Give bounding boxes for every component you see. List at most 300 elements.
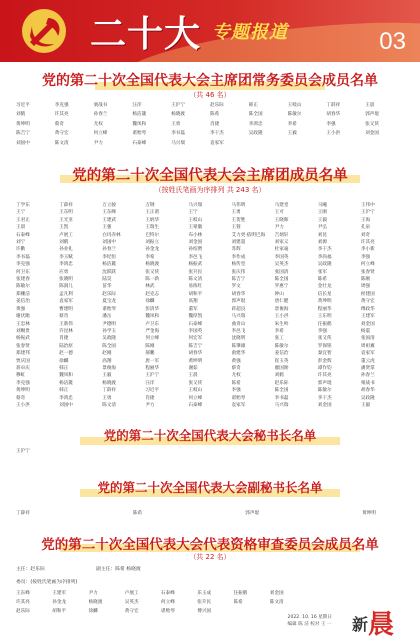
name-cell: 彭金辉	[317, 358, 332, 364]
banner-subtitle: 专题报道	[212, 22, 288, 43]
name-cell: 王沪宁	[145, 373, 160, 379]
name-cell: 习近平	[145, 388, 160, 394]
banner-title: 二十大	[90, 13, 202, 55]
name-cell: 陈敏尔	[16, 284, 30, 290]
name-cell: 胡春华	[188, 351, 203, 357]
name-cell: 张建春	[16, 277, 30, 283]
name-cell: 王小洪	[326, 131, 341, 137]
name-cell: 黄守宏	[360, 299, 375, 305]
name-cell: 孙金龙	[52, 600, 67, 605]
name-cell: 刘金国	[360, 321, 375, 327]
name-cell: 刘国中	[59, 402, 73, 408]
section3-title: 党的第二十次全国代表大会秘书长名单	[103, 428, 317, 443]
name-cell: 王东峰	[102, 210, 117, 216]
name-cell: 胡春华	[326, 112, 341, 118]
footer-editor: 编辑 陈 洁 校对 王 一	[287, 622, 332, 627]
name-cell: 任振鹤	[317, 321, 332, 327]
committee-vice-chairs: 副主任：陈希 杨晓渡	[96, 567, 141, 572]
name-cell: 杨晓渡	[102, 380, 117, 386]
name-cell: 卢卫东	[145, 321, 160, 327]
deputy-secretary-name: 郭声琨	[245, 511, 260, 516]
name-cell: 巴特尔	[145, 232, 160, 238]
name-cell: 孙春兰	[360, 373, 375, 379]
name-cell: 金壮龙	[317, 284, 332, 290]
name-cell: 董云虎	[360, 358, 375, 364]
name-cell: 艾力更·依明巴海	[231, 232, 266, 238]
name-cell: 贾庆国	[16, 358, 30, 364]
name-cell: 程丽华	[317, 306, 332, 312]
name-cell: 习近平	[16, 103, 30, 108]
name-cell: 胡和平	[52, 609, 67, 614]
name-cell: 张国清	[360, 336, 375, 342]
name-cell: 韩正	[59, 388, 69, 394]
name-cell: 尹力	[88, 591, 98, 596]
name-cell: 谌贻琴	[161, 609, 175, 614]
name-cell: 李书磊	[171, 131, 185, 137]
name-cell: 李玉赋	[59, 254, 73, 260]
name-cell: 万钢	[145, 203, 155, 208]
name-cell: 周祖翼	[360, 343, 375, 349]
name-cell: 易炼红	[188, 284, 203, 290]
name-cell: 王建军	[52, 591, 67, 596]
name-cell: 朱生岭	[274, 321, 289, 327]
name-cell: 罗文	[231, 284, 241, 290]
name-cell: 胡春华	[231, 291, 246, 297]
name-cell: 孙春兰	[93, 112, 108, 118]
name-cell: 曲青山	[231, 321, 246, 327]
name-cell: 刘国中	[16, 140, 30, 146]
name-cell: 任振鹤	[233, 591, 248, 596]
name-cell: 王岐山	[188, 217, 203, 223]
name-cell: 王晨	[188, 373, 198, 379]
name-cell: 杨晓渡	[171, 112, 185, 118]
name-cell: 王君正	[16, 217, 30, 223]
name-cell: 杨洁篪	[59, 380, 73, 386]
section1-title: 党的第二十次全国代表大会主席团常务委员会成员名单	[42, 73, 378, 89]
deputy-secretary-name: 丁薛祥	[16, 511, 30, 516]
name-cell: 李国英	[188, 328, 203, 334]
name-cell: 吴政隆	[102, 336, 117, 342]
name-cell: 高翔	[102, 358, 112, 364]
name-cell: 高翔	[188, 299, 198, 305]
name-cell: 李书磊	[274, 395, 289, 401]
name-cell: 马兴瑞	[188, 203, 203, 208]
name-cell: 张春贤	[16, 343, 30, 349]
name-cell: 陆治原	[59, 343, 73, 349]
name-cell: 王强	[102, 225, 112, 231]
name-cell: 吴英杰	[274, 262, 289, 268]
name-cell: 杨震	[360, 328, 371, 334]
name-cell: 蔡奇	[16, 395, 26, 401]
name-cell: 姜信治	[16, 299, 30, 305]
name-cell: 王新伟	[59, 321, 73, 327]
name-cell: 卢展工	[59, 232, 73, 238]
name-cell: 尹德明	[102, 321, 117, 327]
name-cell: 赵刚	[102, 351, 112, 357]
name-cell: 李克强	[16, 380, 30, 386]
name-cell: 刘昆	[317, 232, 327, 238]
name-cell: 李希	[287, 121, 297, 127]
name-cell: 赵乐际	[209, 103, 224, 108]
name-cell: 董军	[188, 306, 198, 312]
name-cell: 王岐山	[287, 103, 302, 108]
name-cell: 丁薛祥	[102, 388, 117, 394]
name-cell: 张晓明	[59, 277, 73, 283]
name-cell: 张军	[317, 269, 327, 275]
name-cell: 刘鹤	[59, 240, 69, 246]
name-cell: 陈全国	[274, 388, 289, 394]
name-cell: 李干杰	[317, 247, 332, 253]
name-cell: 韩正	[248, 103, 258, 108]
name-cell: 蒋超良	[231, 306, 246, 312]
deputy-secretary-name: 陈希	[132, 511, 143, 516]
name-cell: 郑建邦	[16, 351, 30, 357]
name-cell: 孙业礼	[59, 247, 73, 253]
name-cell: 刘建超	[231, 240, 246, 246]
name-cell: 刘金国	[269, 591, 284, 596]
name-cell: 马兴瑞	[231, 314, 246, 320]
name-cell: 陈全国	[102, 343, 117, 349]
name-cell: 杨振武	[188, 262, 203, 268]
name-cell: 赵乐际	[16, 609, 30, 614]
name-cell: 郑栅洁	[16, 291, 30, 297]
name-cell: 秦宜智	[317, 351, 332, 357]
name-cell: 黄坤明	[16, 388, 30, 394]
name-cell: 尹力	[274, 225, 284, 231]
name-cell: 陈一新	[145, 277, 160, 283]
name-cell: 杨晓渡	[88, 600, 103, 605]
name-cell: 王蓉	[231, 225, 241, 231]
name-cell: 汪洋	[145, 380, 155, 386]
newspaper-logo	[352, 604, 406, 640]
name-cell: 马建堂	[274, 203, 289, 208]
name-cell: 李克强	[54, 103, 69, 108]
name-cell: 尤权	[93, 121, 103, 127]
name-cell: 赵乐际	[274, 380, 289, 386]
name-cell: 王小洪	[274, 314, 289, 320]
name-cell: 夏宝龙	[102, 299, 117, 305]
name-cell: 崔玉英	[274, 358, 289, 364]
name-cell: 何宏军	[188, 336, 203, 342]
name-cell: 陈润儿	[59, 284, 73, 290]
name-cell: 陈吉宁	[231, 277, 246, 283]
name-cell: 韩正	[59, 365, 69, 371]
section1-name-grid	[16, 101, 404, 148]
name-cell: 李希	[145, 254, 155, 260]
name-cell: 陈希	[209, 112, 220, 118]
section4-name-row	[16, 510, 376, 516]
name-cell: 王毅	[360, 402, 371, 408]
name-cell: 谌贻琴	[132, 131, 147, 137]
name-cell: 陈希	[317, 277, 327, 283]
name-cell: 刘源	[317, 240, 327, 246]
name-cell: 杨晓渡	[145, 262, 160, 268]
masthead-banner	[0, 0, 420, 62]
name-cell: 刘金国	[365, 131, 379, 137]
name-cell: 丁薛祥	[326, 103, 341, 108]
name-cell: 谌贻琴	[102, 306, 117, 312]
name-cell: 陈敏尔	[287, 112, 302, 118]
name-cell: 肖捷	[209, 121, 220, 127]
name-cell: 俞建华	[231, 351, 246, 357]
logo-left-char: 新	[352, 615, 369, 634]
name-cell: 陈文清	[188, 277, 203, 283]
section2-note: （按姓氏笔画为序排列 共 243 名）	[154, 186, 266, 194]
name-cell: 王炳华	[145, 217, 160, 223]
name-cell: 李国英	[274, 254, 289, 260]
name-cell: 傅政华	[360, 306, 375, 312]
name-cell: 张又侠	[188, 380, 203, 386]
name-cell: 廖国勋	[274, 365, 289, 371]
name-cell: 李鸿忠	[59, 262, 73, 268]
name-cell: 袁家军	[360, 351, 375, 357]
name-cell: 张又侠	[145, 269, 160, 275]
name-cell: 胡春华	[360, 388, 375, 394]
name-cell: 陈刚	[145, 343, 155, 349]
name-cell: 白玛赤林	[102, 232, 121, 238]
name-cell: 马兴瑞	[171, 140, 185, 146]
name-cell: 王蒙徽	[188, 225, 203, 231]
name-cell: 杜家毫	[274, 247, 289, 253]
name-cell: 王正谱	[145, 210, 160, 216]
name-cell: 王建军	[360, 314, 375, 320]
name-cell: 袁家军	[209, 140, 224, 146]
name-cell: 魏凤和	[59, 373, 73, 379]
name-cell: 李纪恒	[102, 254, 117, 260]
name-cell: 杨振武	[16, 336, 30, 342]
name-cell: 李小新	[360, 247, 375, 253]
name-cell: 李克强	[16, 262, 30, 268]
name-cell: 何卫东	[16, 269, 30, 275]
name-cell: 陈文清	[54, 140, 69, 146]
name-cell: 唐仁健	[274, 299, 289, 305]
name-cell: 王伟中	[360, 203, 375, 208]
name-cell: 王勇	[231, 210, 241, 216]
name-cell: 孔泉	[360, 225, 371, 231]
committee-members-label: 委员：(按姓氏笔画为序排列)	[16, 580, 78, 585]
name-cell: 杨传堂	[231, 262, 246, 268]
name-cell: 肖捷	[59, 336, 69, 342]
name-cell: 景俊海	[102, 365, 117, 371]
name-cell: 王岐山	[188, 388, 203, 394]
name-cell: 何立峰	[360, 262, 375, 268]
name-cell: 蔡奇	[59, 314, 69, 320]
name-cell: 王毅	[287, 131, 297, 137]
name-cell: 陈敏尔	[274, 343, 289, 349]
name-cell: 石泰峰	[188, 321, 203, 327]
name-cell: 陈刚	[360, 277, 371, 283]
name-cell: 李作成	[231, 254, 246, 260]
name-cell: 刘家义	[274, 240, 289, 246]
name-cell: 王沪宁	[360, 210, 375, 216]
name-cell: 何立峰	[161, 600, 175, 605]
name-cell: 陈文清	[269, 600, 284, 605]
name-cell: 王刚	[317, 210, 327, 216]
name-cell: 魏厚凯	[188, 314, 203, 320]
name-cell: 严金海	[145, 328, 160, 334]
name-cell: 许昆林	[59, 328, 73, 334]
name-cell: 王晨	[16, 225, 26, 231]
name-cell: 王勇	[171, 121, 181, 127]
name-cell: 尹弘	[317, 225, 327, 231]
name-cell: 谌贻琴	[231, 395, 246, 401]
name-cell: 汪洋	[132, 103, 142, 108]
name-cell: 陈文清	[102, 402, 117, 408]
name-cell: 王晨	[365, 103, 375, 108]
name-cell: 张又侠	[365, 121, 379, 127]
footer-date: 2022. 10. 16 星期日	[287, 615, 332, 620]
deputy-secretary-name: 黄坤明	[362, 511, 376, 516]
name-cell: 马飚	[317, 203, 327, 208]
name-cell: 郭声琨	[317, 380, 332, 386]
name-cell: 黄坤明	[317, 299, 332, 305]
name-cell: 李尚福	[317, 254, 332, 260]
name-cell: 王沪宁	[171, 103, 185, 108]
section1-note: （共 46 名）	[189, 91, 231, 99]
name-cell: 应勇	[59, 269, 69, 275]
name-cell: 刘宁	[16, 240, 26, 246]
name-cell: 卢展工	[124, 591, 139, 596]
name-cell: 李邑飞	[231, 328, 246, 334]
name-cell: 何立峰	[188, 395, 203, 401]
name-cell: 周强	[360, 284, 371, 290]
name-cell: 许其亮	[317, 373, 332, 379]
name-cell: 孙学玉	[102, 328, 117, 334]
name-cell: 王瑞生	[145, 225, 160, 231]
section2-title: 党的第二十次全国代表大会主席团成员名单	[72, 167, 348, 184]
name-cell: 王毅	[102, 373, 112, 379]
name-cell: 李邑飞	[188, 254, 203, 260]
name-cell: 袁家军	[231, 402, 246, 408]
name-cell: 张工	[274, 336, 284, 342]
name-cell: 曹建明	[59, 306, 73, 312]
name-cell: 陈希	[231, 380, 241, 386]
name-cell: 王晓晖	[274, 217, 289, 223]
name-cell: 赵一德	[59, 351, 73, 357]
name-cell: 蔡奇	[231, 365, 241, 371]
name-cell: 李干杰	[317, 395, 332, 401]
name-cell: 潘岳	[102, 314, 112, 320]
name-cell: 肖捷	[145, 395, 155, 401]
name-cell: 丁薛祥	[59, 203, 73, 208]
name-cell: 栗战书	[360, 380, 375, 386]
name-cell: 王东明	[317, 314, 332, 320]
name-cell: 郭声琨	[231, 299, 246, 305]
name-cell: 石泰峰	[188, 402, 203, 408]
name-cell: 沈跃跃	[102, 269, 117, 275]
name-cell: 陈吉宁	[16, 131, 30, 137]
name-cell: 穆虹	[16, 373, 26, 379]
name-cell: 彭清华	[145, 306, 160, 312]
name-cell: 栗战书	[93, 103, 108, 108]
name-cell: 刘奇	[360, 232, 371, 238]
name-cell: 吴英杰	[124, 600, 139, 605]
name-cell: 吉炳轩	[274, 232, 289, 238]
section5-title: 党的第二十次全国代表大会代表资格审查委员会成员名单	[41, 537, 379, 553]
name-cell: 石泰峰	[16, 232, 30, 238]
footer-meta	[288, 614, 332, 628]
name-cell: 何立峰	[93, 131, 108, 137]
name-cell: 魏凤和	[145, 314, 160, 320]
name-cell: 张春贤	[360, 269, 375, 275]
name-cell: 许其亮	[16, 600, 30, 605]
name-cell: 许勤	[16, 247, 26, 253]
name-cell: 王忠林	[16, 321, 30, 327]
name-cell: 李鸿忠	[248, 121, 263, 127]
name-cell: 石泰峰	[161, 591, 175, 596]
name-cell: 陈希	[233, 600, 243, 605]
name-cell: 孙金龙	[145, 247, 160, 253]
name-cell: 苗华	[102, 284, 112, 290]
name-cell: 李强	[317, 328, 327, 334]
name-cell: 乐玉成	[197, 591, 212, 596]
name-cell: 吴政隆	[360, 395, 375, 401]
name-cell: 王海	[360, 217, 371, 223]
name-cell: 王凯	[59, 225, 69, 231]
name-cell: 刘振立	[145, 240, 160, 246]
name-cell: 吴政隆	[317, 262, 332, 268]
logo-right-char: 晨	[368, 610, 395, 640]
name-cell: 孟凡利	[59, 291, 73, 297]
name-cell: 吴政隆	[248, 131, 263, 137]
name-cell: 林武	[145, 284, 155, 290]
name-cell: 石泰峰	[132, 140, 147, 146]
name-cell: 陈肇雄	[231, 343, 246, 349]
name-cell: 张升民	[188, 269, 203, 275]
name-cell: 谢伏瞻	[16, 314, 30, 320]
name-cell: 傅兴国	[197, 609, 212, 614]
name-cell: 张升民	[197, 600, 212, 605]
name-cell: 马伟明	[231, 203, 246, 208]
name-cell: 马兴瑞	[274, 402, 289, 408]
name-cell: 黄强	[231, 358, 241, 364]
name-cell: 刘鹤	[16, 112, 26, 118]
name-cell: 赵乐际	[102, 291, 117, 297]
name-cell: 姜信治	[274, 351, 289, 357]
name-cell: 徐麟	[59, 358, 69, 364]
name-cell: 王东峰	[16, 591, 30, 596]
name-cell: 张国清	[274, 269, 289, 275]
name-cell: 沈晓明	[231, 336, 246, 342]
name-cell: 万立骏	[102, 203, 117, 208]
section4-title: 党的第二十次全国代表大会副秘书长名单	[97, 480, 323, 495]
name-cell: 谢茹	[188, 365, 198, 371]
name-cell: 黄守宏	[124, 609, 139, 614]
name-cell: 谭作钧	[317, 365, 332, 371]
name-cell: 王宁	[188, 210, 198, 216]
name-cell: 陈全国	[248, 112, 263, 118]
name-cell: 王毅	[317, 217, 327, 223]
name-cell: 李强	[360, 254, 371, 260]
name-cell: 王可	[274, 210, 284, 216]
name-cell: 蒋卓庆	[16, 365, 30, 371]
name-cell: 王贺胜	[231, 217, 246, 223]
name-cell: 王勇	[102, 395, 112, 401]
name-cell: 张又侠	[317, 336, 332, 342]
name-cell: 魏凤和	[132, 121, 147, 127]
name-cell: 李鸿忠	[59, 395, 73, 401]
name-cell: 胡和平	[188, 291, 203, 297]
name-cell: 李强	[326, 121, 336, 127]
name-cell: 罗惠宁	[274, 284, 289, 290]
name-cell: 布小林	[188, 232, 203, 238]
name-cell: 郝鹏	[145, 351, 155, 357]
name-cell: 尹力	[145, 402, 155, 408]
name-cell: 唐一军	[145, 358, 160, 364]
name-cell: 钟山	[274, 291, 284, 297]
name-cell: 刘赐贵	[16, 328, 30, 334]
name-cell: 尤权	[231, 373, 241, 379]
